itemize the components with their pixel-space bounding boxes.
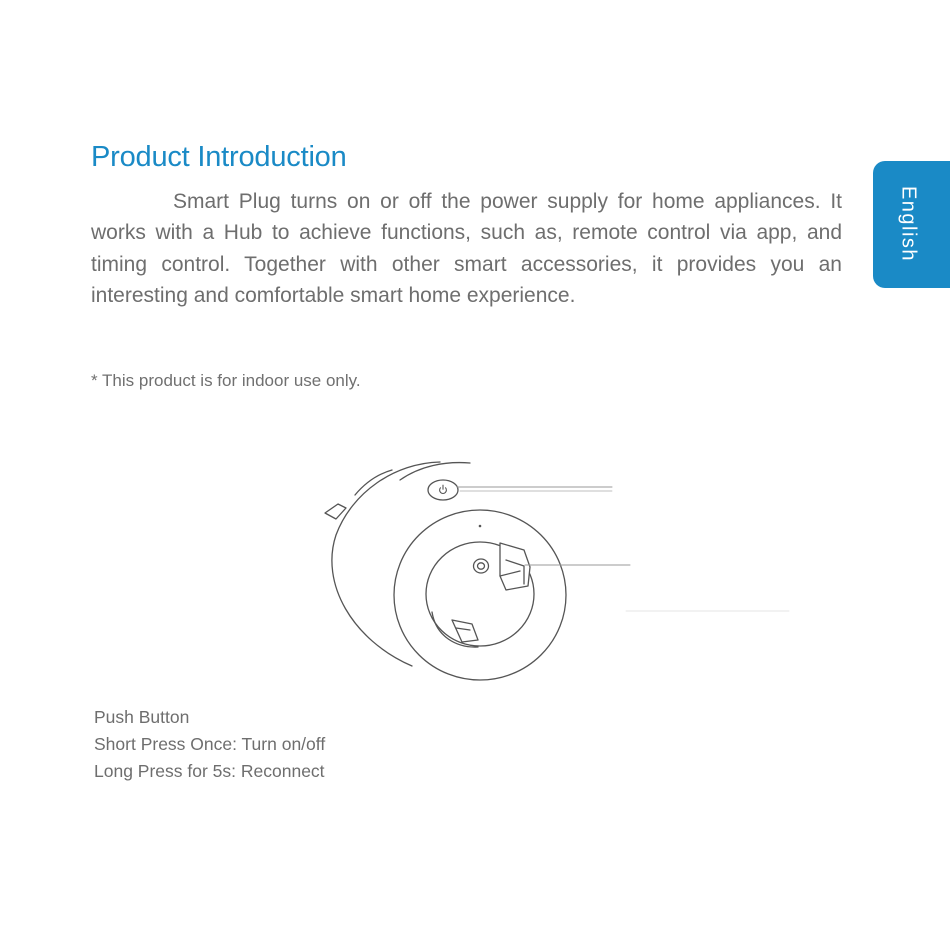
smart-plug-illustration [300, 440, 820, 700]
push-button-heading: Push Button [94, 707, 190, 727]
status-led [479, 525, 482, 528]
language-tab-english[interactable] [873, 161, 950, 288]
long-press-text: Long Press for 5s: Reconnect [94, 761, 325, 781]
push-button-info [94, 704, 325, 785]
language-tab-label: English [897, 185, 920, 263]
page-title: Product Introduction [91, 141, 347, 173]
plug-prong [325, 504, 346, 519]
indoor-use-note: * This product is for indoor use only. [91, 371, 361, 390]
short-press-text: Short Press Once: Turn on/off [94, 734, 326, 754]
intro-paragraph: Smart Plug turns on or off the power supply for home appliances. It works with a Hub to achieve functions, such as, remote control via app, and timing control. Together with other smart accessories, it provides you an interesting and comfortable smart home experience. [91, 190, 842, 307]
plug-front-face [394, 510, 566, 680]
